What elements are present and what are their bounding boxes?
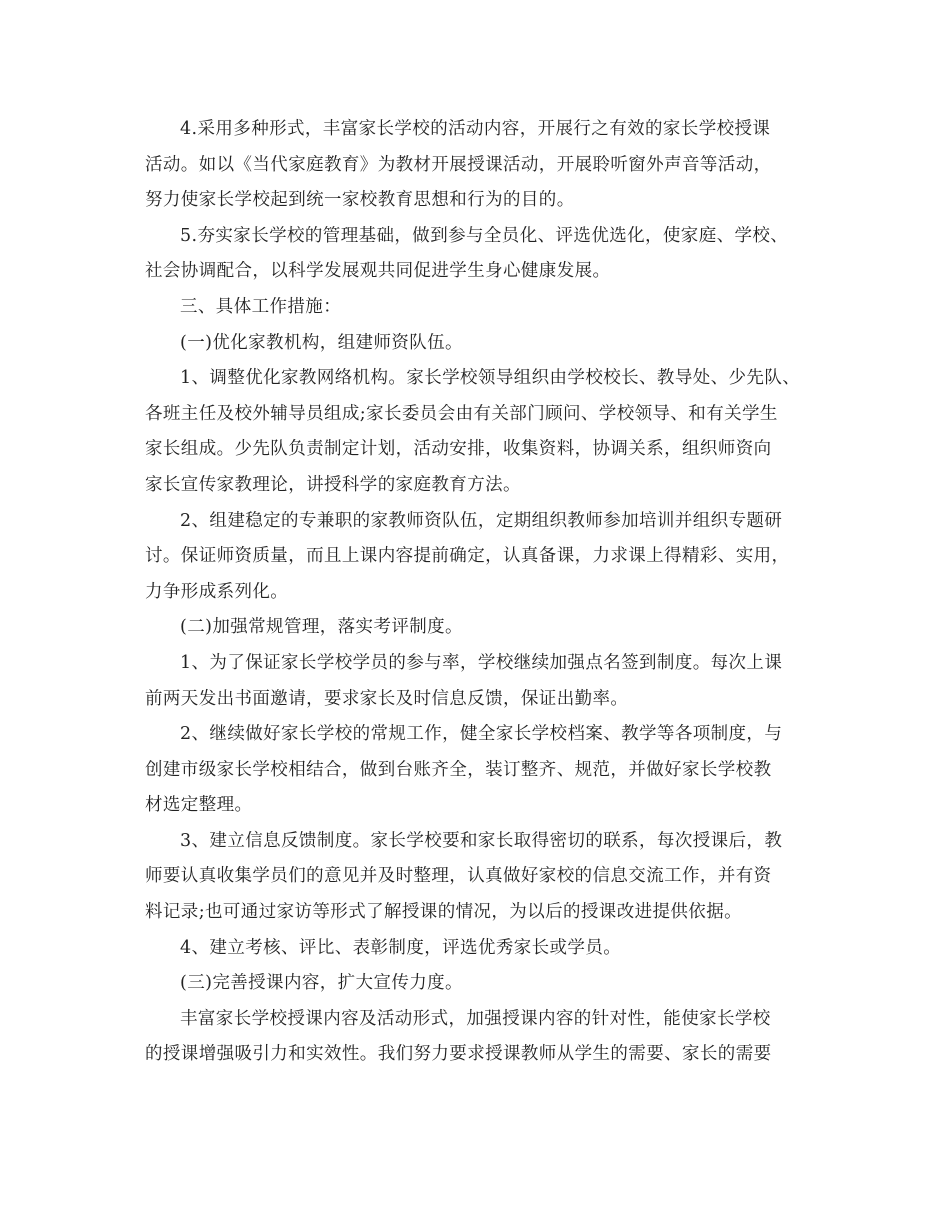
paragraph bbox=[145, 610, 815, 646]
text-line: 丰富家长学校授课内容及活动形式，加强授课内容的针对性，能使家长学校 bbox=[180, 1008, 771, 1029]
paragraph bbox=[145, 824, 815, 931]
document-body bbox=[145, 112, 815, 1073]
text-line: 家长组成。少先队负责制定计划，活动安排，收集资料，协调关系，组织师资向 bbox=[145, 439, 772, 460]
paragraph bbox=[145, 931, 815, 967]
text-line: 1、调整优化家教网络机构。家长学校领导组织由学校校长、教导处、少先队、 bbox=[180, 368, 801, 389]
text-line: 5.夯实家长学校的管理基础，做到参与全员化、评选优选化，使家庭、学校、 bbox=[180, 225, 789, 246]
text-line: 社会协调配合，以科学发展观共同促进学生身心健康发展。 bbox=[145, 261, 611, 282]
text-line: 力争形成系列化。 bbox=[145, 581, 289, 602]
text-line: 师要认真收集学员们的意见并及时整理，认真做好家校的信息交流工作，并有资 bbox=[145, 866, 772, 887]
text-line: 活动。如以《当代家庭教育》为教材开展授课活动，开展聆听窗外声音等活动， bbox=[145, 154, 772, 175]
text-line: 前两天发出书面邀请，要求家长及时信息反馈，保证出勤率。 bbox=[145, 688, 629, 709]
text-line: 家长宣传家教理论，讲授科学的家庭教育方法。 bbox=[145, 474, 521, 495]
text-line: (二)加强常规管理，落实考评制度。 bbox=[180, 617, 463, 638]
text-line: 三、具体工作措施： bbox=[180, 296, 342, 317]
paragraph bbox=[145, 112, 815, 219]
text-line: (一)优化家教机构，组建师资队伍。 bbox=[180, 332, 463, 353]
paragraph bbox=[145, 290, 815, 326]
text-line: 3、建立信息反馈制度。家长学校要和家长取得密切的联系，每次授课后，教 bbox=[180, 830, 783, 851]
text-line: 2、组建稳定的专兼职的家教师资队伍，定期组织教师参加培训并组织专题研 bbox=[180, 510, 783, 531]
text-line: 讨。保证师资质量，而且上课内容提前确定，认真备课，力求课上得精彩、实用， bbox=[145, 546, 790, 567]
paragraph bbox=[145, 361, 815, 503]
text-line: 材选定整理。 bbox=[145, 795, 253, 816]
paragraph bbox=[145, 646, 815, 717]
text-line: 1、为了保证家长学校学员的参与率，学校继续加强点名签到制度。每次上课 bbox=[180, 652, 783, 673]
text-line: 4、建立考核、评比、表彰制度，评选优秀家长或学员。 bbox=[180, 937, 622, 958]
text-line: 2、继续做好家长学校的常规工作，健全家长学校档案、教学等各项制度，与 bbox=[180, 724, 783, 745]
text-line: 努力使家长学校起到统一家校教育思想和行为的目的。 bbox=[145, 190, 575, 211]
paragraph bbox=[145, 219, 815, 290]
paragraph bbox=[145, 966, 815, 1002]
paragraph bbox=[145, 504, 815, 611]
text-line: 4.采用多种形式，丰富家长学校的活动内容，开展行之有效的家长学校授课 bbox=[180, 119, 771, 139]
text-line: 料记录;也可通过家访等形式了解授课的情况，为以后的授课改进提供依据。 bbox=[145, 902, 742, 923]
paragraph bbox=[145, 326, 815, 362]
text-line: 各班主任及校外辅导员组成;家长委员会由有关部门顾问、学校领导、和有关学生 bbox=[145, 403, 778, 424]
text-line: (三)完善授课内容，扩大宣传力度。 bbox=[180, 973, 463, 994]
paragraph bbox=[145, 1002, 815, 1073]
paragraph bbox=[145, 717, 815, 824]
text-line: 创建市级家长学校相结合，做到台账齐全，装订整齐、规范，并做好家长学校教 bbox=[145, 759, 772, 780]
text-line: 的授课增强吸引力和实效性。我们努力要求授课教师从学生的需要、家长的需要 bbox=[145, 1044, 772, 1065]
